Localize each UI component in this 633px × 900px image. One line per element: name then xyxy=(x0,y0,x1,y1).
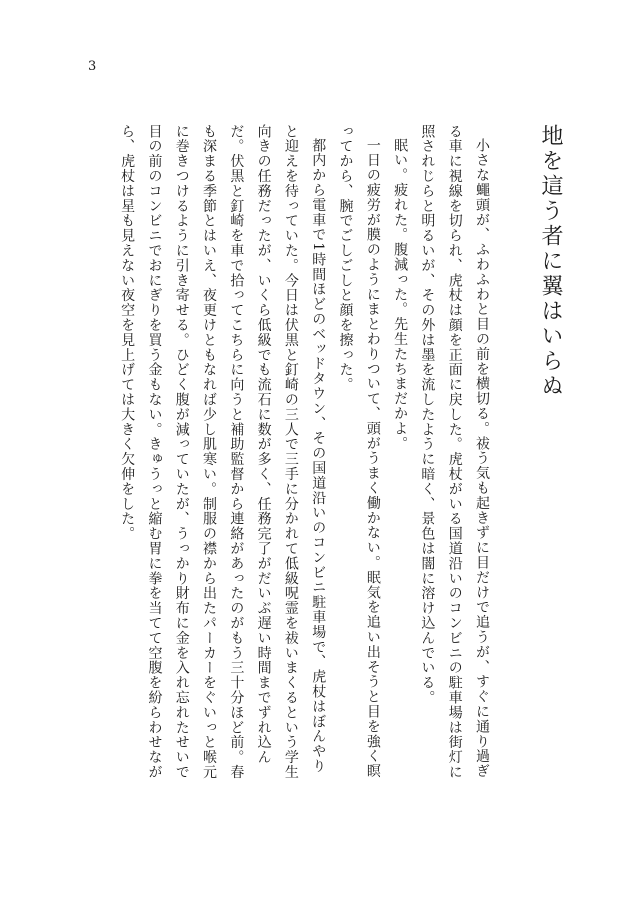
paragraph: 都内から電車で1時間ほどのベッドタウン、その国道沿いのコンビニ駐車場で、虎杖はぼんやりと迎えを待っていた。今日は伏黒と釘崎の三人で三手に分かれて低級呪霊を祓いまくるという学生向きの任務だったが、いくら低級でも流石に数が多く、任務完了がだいぶ遅い時間までずれ込んだ。伏黒と釘崎を車で拾ってこちらに向うと補助監督から連絡があったのがもう三十分ほど前。春も深まる季節とはいえ、夜更けともなれば少し肌寒い。制服の襟から出たパーカーをぐいっと喉元に巻きつけるように引き寄せる。ひどく腹が減っていたが、うっかり財布に金を入れ忘れたせいで目の前のコンビニでおにぎりを買う金もない。きゅうっと縮む胃に拳を当てて空腹を紛らわせながら、虎杖は星も見えない夜空を見上げては大きく欠伸をした。 xyxy=(119,124,327,780)
body-text xyxy=(113,124,495,784)
chapter-title: 地を這う者に翼はいらぬ xyxy=(538,124,563,399)
paragraph: 小さな蠅頭が、ふわふわと目の前を横切る。祓う気も起きずに目だけで追うが、すぐに通り過ぎる車に視線を切られ、虎杖は顔を正面に戻した。虎杖がいる国道沿いのコンビニの駐車場は街灯に照されじらと明るいが、その外は墨を流したように暗く、景色は闇に溶け込んでいる。 xyxy=(419,124,490,780)
paragraph: 眠い。疲れた。腹減った。先生たちまだかよ。 xyxy=(392,138,409,451)
paragraph: 一日の疲労が膜のようにまとわりついて、頭がうまく働かない。眠気を追い出そうと目を強く瞑ってから、腕でごしごしと顔を擦った。 xyxy=(337,124,381,779)
page-number: 3 xyxy=(88,59,97,74)
